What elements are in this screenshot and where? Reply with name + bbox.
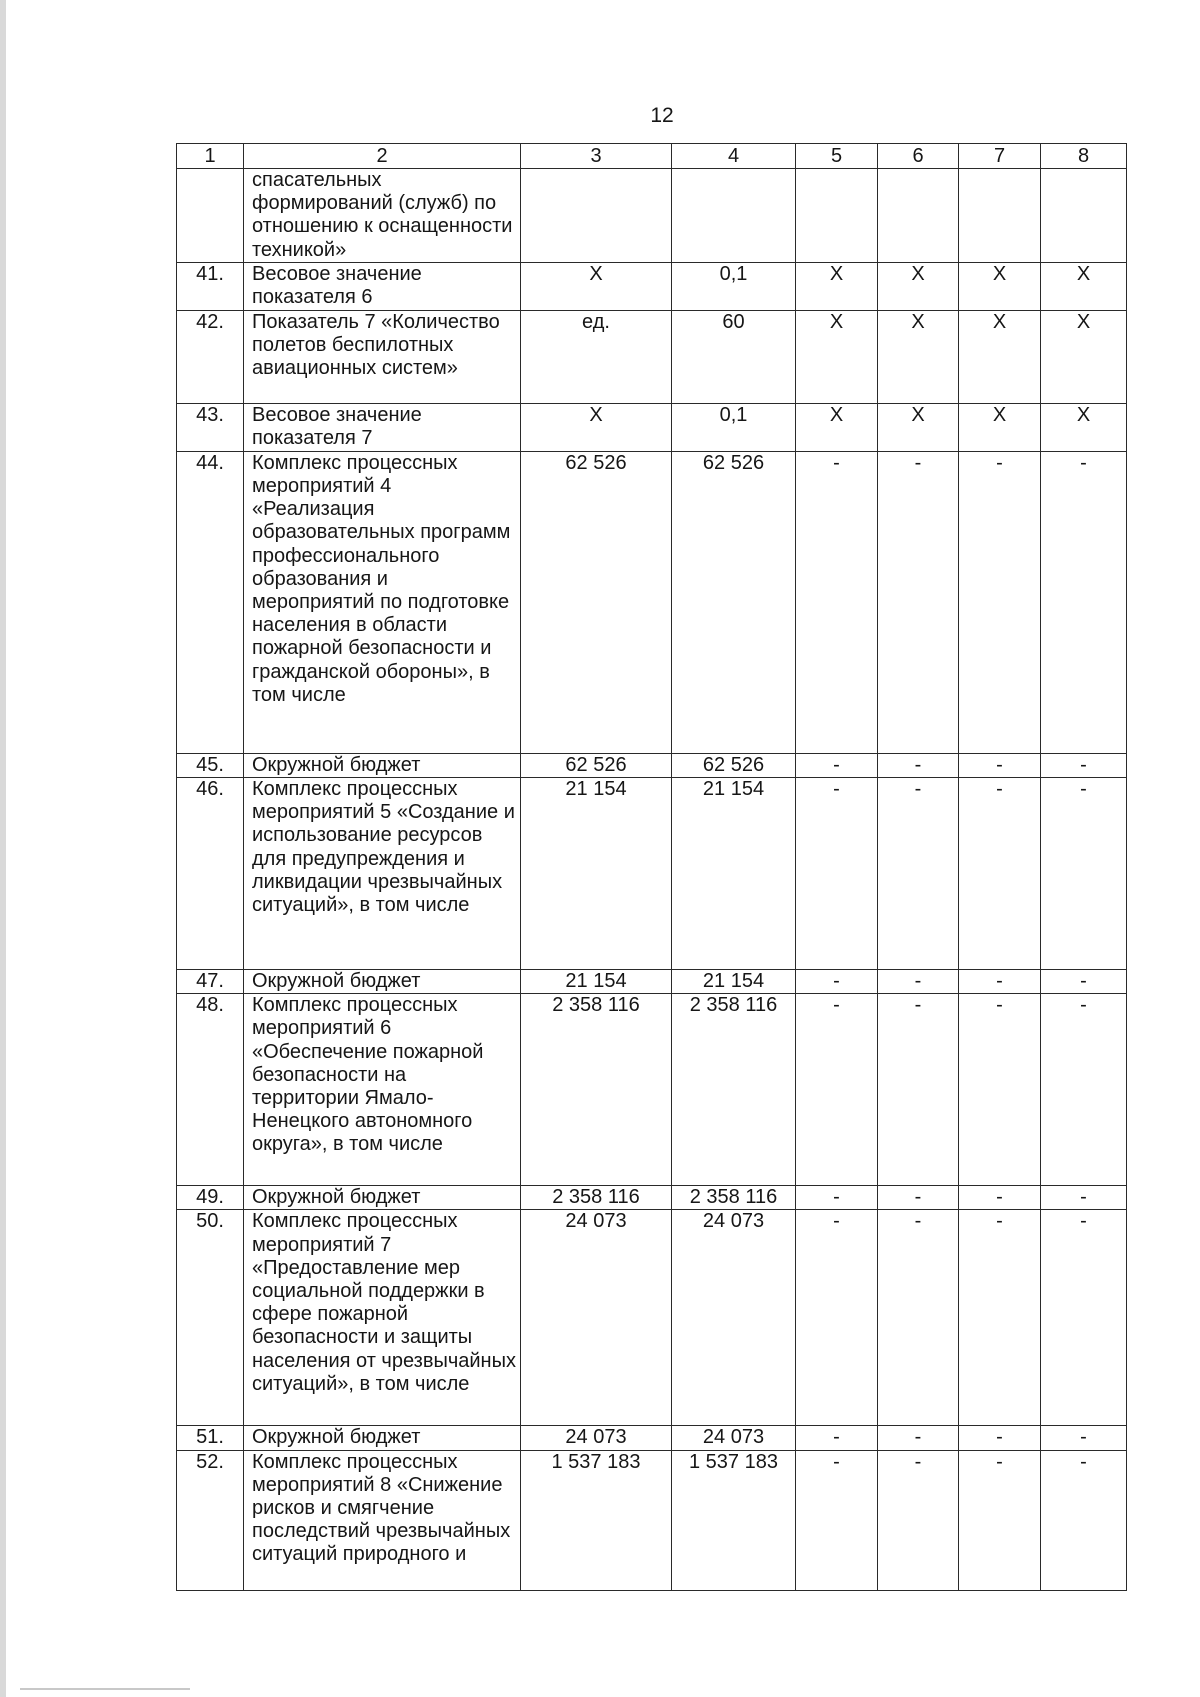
value-cell-c6: - [878,1210,959,1426]
value-cell-c6: - [878,753,959,777]
row-number: 51. [177,1426,244,1450]
row-number: 45. [177,753,244,777]
value-cell-c8 [1041,169,1127,263]
value-cell-c4: 21 154 [672,970,796,994]
value-cell-c4: 60 [672,310,796,403]
table-row [177,451,1127,753]
value-cell-c5: - [796,451,878,753]
value-cell-c7: - [959,970,1041,994]
value-cell-c7: - [959,451,1041,753]
value-cell-c4: 24 073 [672,1426,796,1450]
value-cell-c7: - [959,1186,1041,1210]
value-cell-c6: - [878,970,959,994]
value-cell-c6: - [878,1450,959,1590]
header-cell: 2 [244,144,521,169]
header-cell: 4 [672,144,796,169]
header-cell: 3 [521,144,672,169]
value-cell-c7: X [959,310,1041,403]
table-row [177,403,1127,451]
value-cell-c6: X [878,310,959,403]
value-cell-c3: ед. [521,310,672,403]
value-cell-c5: - [796,778,878,970]
value-cell-c5: X [796,403,878,451]
footer-line [20,1688,190,1690]
table-row [177,1426,1127,1450]
row-number: 44. [177,451,244,753]
value-cell-c7 [959,169,1041,263]
value-cell-c4: 1 537 183 [672,1450,796,1590]
value-cell-c8: X [1041,403,1127,451]
value-cell-c3: 62 526 [521,753,672,777]
value-cell-c6 [878,169,959,263]
value-cell-c3: 62 526 [521,451,672,753]
value-cell-c8: - [1041,778,1127,970]
value-cell-c8: - [1041,1186,1127,1210]
value-cell-c6: - [878,1186,959,1210]
value-cell-c7: - [959,1450,1041,1590]
value-cell-c8: - [1041,1210,1127,1426]
row-number: 48. [177,994,244,1186]
value-cell-c5: - [796,970,878,994]
row-number: 46. [177,778,244,970]
value-cell-c5: - [796,753,878,777]
value-cell-c8: - [1041,970,1127,994]
value-cell-c5: X [796,310,878,403]
header-cell: 7 [959,144,1041,169]
value-cell-c3: 21 154 [521,778,672,970]
row-number: 43. [177,403,244,451]
value-cell-c7: - [959,1210,1041,1426]
value-cell-c4: 62 526 [672,451,796,753]
page-left-edge [0,0,6,1697]
row-name: Показатель 7 «Количество полетов беспилотных авиационных систем» [244,310,521,403]
value-cell-c8: X [1041,310,1127,403]
table-row [177,310,1127,403]
value-cell-c7: - [959,778,1041,970]
row-number: 41. [177,262,244,310]
value-cell-c7: - [959,1426,1041,1450]
value-cell-c3: 24 073 [521,1210,672,1426]
header-cell: 1 [177,144,244,169]
page-number: 12 [650,104,674,127]
value-cell-c5: - [796,1186,878,1210]
value-cell-c5: - [796,994,878,1186]
value-cell-c5: - [796,1426,878,1450]
value-cell-c8: - [1041,994,1127,1186]
value-cell-c6: - [878,451,959,753]
value-cell-c4: 2 358 116 [672,994,796,1186]
value-cell-c3: 21 154 [521,970,672,994]
row-name: Комплекс процессных мероприятий 6 «Обеспечение пожарной безопасности на территории Ямало-Ненецкого автономного округа», в том числе [244,994,521,1186]
table-row [177,753,1127,777]
row-number [177,169,244,263]
row-name: Весовое значение показателя 6 [244,262,521,310]
value-cell-c8: - [1041,753,1127,777]
value-cell-c7: X [959,403,1041,451]
row-name: Окружной бюджет [244,1426,521,1450]
row-number: 50. [177,1210,244,1426]
row-name: Комплекс процессных мероприятий 5 «Создание и использование ресурсов для предупреждения и ликвидации чрезвычайных ситуаций», в том числе [244,778,521,970]
value-cell-c3: 24 073 [521,1426,672,1450]
row-name: Окружной бюджет [244,753,521,777]
value-cell-c5 [796,169,878,263]
table-row [177,1210,1127,1426]
row-name: Комплекс процессных мероприятий 4 «Реализация образовательных программ профессионального образования и мероприятий по подготовке населения в области пожарной безопасности и гражданской обороны», в том числе [244,451,521,753]
table-row [177,778,1127,970]
value-cell-c7: - [959,753,1041,777]
value-cell-c4: 62 526 [672,753,796,777]
value-cell-c3: 1 537 183 [521,1450,672,1590]
value-cell-c3 [521,169,672,263]
budget-table [176,143,1127,1591]
value-cell-c3: 2 358 116 [521,994,672,1186]
row-name: Окружной бюджет [244,1186,521,1210]
row-number: 52. [177,1450,244,1590]
value-cell-c4: 21 154 [672,778,796,970]
row-number: 49. [177,1186,244,1210]
value-cell-c4: 0,1 [672,262,796,310]
table-row [177,994,1127,1186]
value-cell-c7: X [959,262,1041,310]
value-cell-c5: - [796,1450,878,1590]
row-name: спасательных формирований (служб) по отношению к оснащенности техникой» [244,169,521,263]
table-row [177,1450,1127,1590]
table-header-row [177,144,1127,169]
row-number: 42. [177,310,244,403]
value-cell-c3: 2 358 116 [521,1186,672,1210]
value-cell-c6: - [878,994,959,1186]
value-cell-c6: - [878,1426,959,1450]
value-cell-c5: X [796,262,878,310]
value-cell-c4: 24 073 [672,1210,796,1426]
table-row [177,262,1127,310]
table-row [177,169,1127,263]
value-cell-c3: X [521,403,672,451]
header-cell: 6 [878,144,959,169]
table-row [177,970,1127,994]
row-name: Комплекс процессных мероприятий 8 «Снижение рисков и смягчение последствий чрезвычайных ситуаций природного и [244,1450,521,1590]
header-cell: 8 [1041,144,1127,169]
value-cell-c4: 0,1 [672,403,796,451]
value-cell-c8: - [1041,451,1127,753]
value-cell-c8: - [1041,1426,1127,1450]
value-cell-c3: X [521,262,672,310]
header-cell: 5 [796,144,878,169]
value-cell-c5: - [796,1210,878,1426]
row-name: Окружной бюджет [244,970,521,994]
value-cell-c7: - [959,994,1041,1186]
value-cell-c6: - [878,778,959,970]
value-cell-c6: X [878,262,959,310]
table-row [177,1186,1127,1210]
row-name: Комплекс процессных мероприятий 7 «Предоставление мер социальной поддержки в сфере пожарной безопасности и защиты населения от чрезвычайных ситуаций», в том числе [244,1210,521,1426]
row-number: 47. [177,970,244,994]
value-cell-c6: X [878,403,959,451]
value-cell-c4 [672,169,796,263]
row-name: Весовое значение показателя 7 [244,403,521,451]
value-cell-c8: - [1041,1450,1127,1590]
value-cell-c8: X [1041,262,1127,310]
value-cell-c4: 2 358 116 [672,1186,796,1210]
